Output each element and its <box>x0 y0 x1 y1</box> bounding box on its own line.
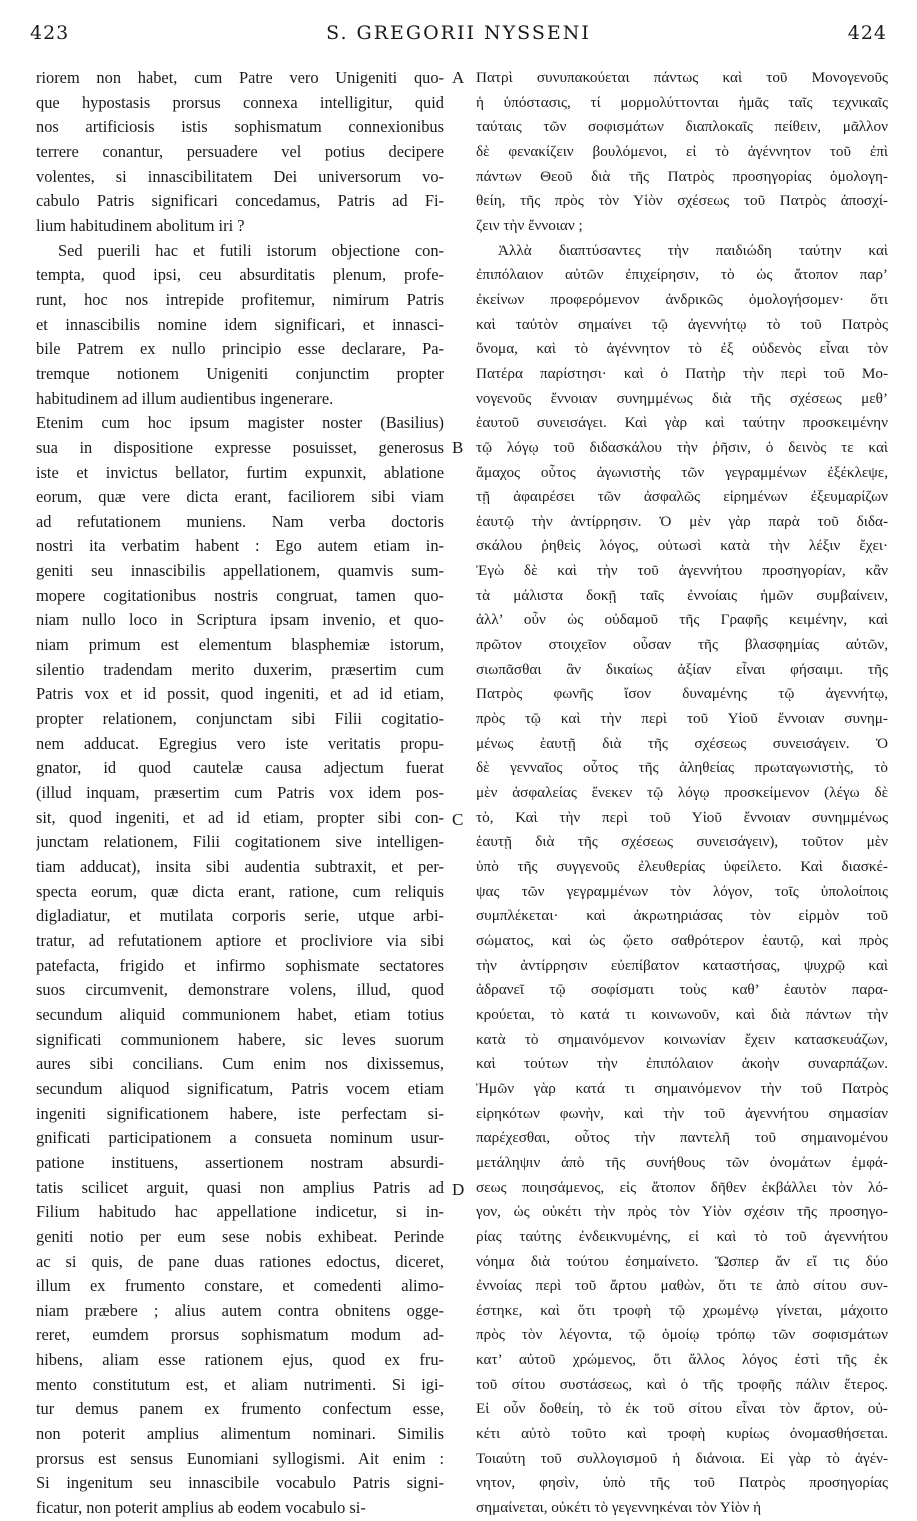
text-line: suos circumvenit, demonstrare volens, illud, quod <box>36 980 444 1000</box>
text-line: que hypostasis prorsus connexa intelligitur, quid <box>36 92 444 112</box>
text-line: secundum aliquid communionem habet, etiam totius <box>36 1004 444 1024</box>
text-line: iste et invictus bellator, furtim expunxit, ablatione <box>36 462 444 482</box>
text-line: junctam relationem, Filii cogitationem sive intelligen- <box>36 832 444 852</box>
text-line: tremque notionem Unigeniti conjunctim propter <box>36 363 444 383</box>
text-line: κατ’ αὐτοῦ χρώμενος, ὅτι ἄλλος λόγος ἐστὶ τῆς ἐκ <box>476 1351 888 1369</box>
text-line: reret, eumdem prorsus sophismatum modum ad- <box>36 1325 444 1345</box>
text-line: volentes, si innascibilitatem Dei universorum vo- <box>36 166 444 186</box>
text-line: καὶ τούτων τὴν ἐπιπόλαιον ἀκοὴν συναρπάζων. <box>476 1055 888 1073</box>
text-line: eorum, quæ vere dicta erant, faciliorem sibi viam <box>36 487 444 507</box>
text-line: Ἀλλὰ διαπτύσαντες τὴν παιδιώδη ταύτην καὶ <box>498 241 888 259</box>
text-line: τῷ λόγῳ τοῦ διδασκάλου τὴν ῥῆσιν, ὁ δεινὸς τε καὶ <box>476 438 888 456</box>
text-line: σημαίνεται, οὐκέτι τὸ γεγεννηκέναι τὸν Υἱὸν ἡ <box>476 1499 762 1517</box>
text-line: ἄμαχος οὗτος ἀγωνιστὴς τῶν γεγραμμένων ἐξέκλεψε, <box>476 463 888 481</box>
text-line: ἐκείνων προφερόμενον ἀνδρικῶς ὁμολογήσομεν· ὅτι <box>476 290 888 308</box>
text-line: δὲ γενναῖος οὗτος τῆς ἀληθείας πρωταγωνιστὴς, τὸ <box>476 759 888 777</box>
text-line: ad refutationem muniens. Nam verba doctoris <box>36 511 444 531</box>
text-line: ταύταις τῶν σοφισμάτων διαπλοκαῖς πείθειν, μᾶλλον <box>476 118 888 136</box>
text-line: lium habitudinem abolitum iri ? <box>36 215 245 235</box>
text-line: habitudinem ad illum audientibus ingenerare. <box>36 388 334 408</box>
text-line: sit, quod ingeniti, et ad id etiam, propter sibi con- <box>36 807 444 827</box>
text-line: ἀδρανεῖ τῷ σοφίσματι τοὺς καθ’ ἑαυτὸν παρα- <box>476 981 888 999</box>
text-line: ἐπιπόλαιον αὐτῶν ἐπιχείρησιν, τὸ ὡς ἄτοπον παρ’ <box>476 266 888 284</box>
text-line: hibens, aliam esse rationem ejus, quod ex fru- <box>36 1350 444 1370</box>
running-title: S. GREGORII NYSSENI <box>326 22 591 44</box>
page-number-left: 423 <box>30 22 70 44</box>
section-marker-c: C <box>452 810 464 829</box>
text-line: tur demus panem ex frumento confectum esse, <box>36 1399 444 1419</box>
text-line: κατὰ τὸ σημαινόμενον κοινωνίαν ἔχειν κατασκευάζων, <box>476 1030 888 1048</box>
text-line: έστηκε, καὶ ὅτι τροφὴ τῷ χρωμένῳ γίνεται, μάχοιτο <box>476 1301 888 1319</box>
text-line: patefacta, frigido et infirmo sophismate sectatores <box>36 955 444 975</box>
text-line: δὲ φενακίζειν βουλόμενοι, εἰ τὸ ἀγέννητον τοῦ ἐπὶ <box>476 142 888 160</box>
text-line: Πατρὸς φωνῆς ἴσον δυναμένης τῷ ἀγεννήτῳ, <box>476 685 888 703</box>
text-line: μένως ἑαυτῇ διὰ τῆς σχέσεως συνεισάγειν. Ὁ <box>476 734 888 752</box>
text-line: πρῶτον στοιχεῖον οὖσαν τῆς βλασφημίας αὐτῶν, <box>476 636 888 654</box>
text-line: ἑαυτῇ διὰ τῆς σχέσεως συνεισάγειν), τοῦτον μὲν <box>476 833 888 851</box>
text-line: νόημα διὰ τούτου ἐσημαίνετο. Ὥσπερ ἄν εἴ τις δύο <box>476 1252 888 1270</box>
text-line: mento constitutum est, et aliam nutrimenti. Si igi- <box>36 1374 444 1394</box>
text-line: Εἰ οὖν δοθείη, τὸ ἐκ τοῦ σίτου εἶναι τὸν ἄρτον, οὐ- <box>476 1400 888 1418</box>
page-number-right: 424 <box>847 22 887 44</box>
text-line: ζειν τὴν ἔννοιαν ; <box>476 216 583 234</box>
text-line: καὶ ταὐτὸν σημαίνει τῷ ἀγεννήτῳ τὸ τοῦ Πατρὸς <box>476 315 888 333</box>
text-line: Patris vox et id possit, quod ingeniti, et ad id etiam, <box>36 684 444 704</box>
text-line: tiam adducat), insita sibi audentia subtraxit, et per- <box>36 857 444 876</box>
latin-column <box>36 66 444 1521</box>
text-line: θείη, τῆς πρὸς τὸν Υἱὸν σχέσεως τοῦ Πατρὸς ἀποσχί- <box>476 192 888 210</box>
text-line: ingeniti significationem habere, iste perfectam si- <box>36 1103 444 1123</box>
text-line: Ἐγὼ δὲ καὶ τὴν τοῦ ἀγεννήτου προσηγορίαν, κἂν <box>476 562 888 580</box>
text-line: terrere conantur, persuadere vel potius decipere <box>36 141 444 161</box>
text-line: Sed puerili hac et futili istorum objectione con- <box>58 240 444 260</box>
text-line: non poterit amplius alimentum nominari. Similis <box>36 1424 444 1444</box>
text-line: illum ex frumento constare, et comedenti alimo- <box>36 1276 444 1296</box>
text-line: tratur, ad refutationem aptiore et procliviore via sibi <box>36 930 444 950</box>
text-line: niam primum est elementum blasphemiæ istorum, <box>36 635 444 655</box>
text-line: γον, ὡς οὐκέτι τὴν πρὸς τὸν Υἱὸν σχέσιν τῆς προσηγο- <box>476 1203 888 1221</box>
text-line: silentio tradendam merito duxerim, præsertim cum <box>36 659 444 679</box>
text-line: geniti seu innascibilis appellationem, quamvis sum- <box>36 561 444 581</box>
text-line: ἑαυτῷ τὴν ἀντίρρησιν. Ὁ μὲν γὰρ παρὰ τοῦ διδα- <box>476 512 888 530</box>
text-line: τὴν ἀντίρρησιν εὐεπίβατον καταστήσας, ψυχρῷ καὶ <box>476 956 888 974</box>
text-line: τὰ μάλιστα δοκῇ ταῖς ἐννοίαις ἡμῶν συμβαίνειν, <box>476 586 888 604</box>
text-line: (illud inquam, præsertim cum Patris vox idem pos- <box>36 783 444 803</box>
text-line: sua in dispositione expresse posuisset, generosus <box>36 437 444 457</box>
section-marker-d: D <box>452 1180 465 1199</box>
text-line: mopere cogitationibus nostris congruat, tamen quo- <box>36 585 444 605</box>
text-line: significati communionem habere, sic leves suorum <box>36 1029 444 1049</box>
text-line: τοῦ σίτου συστάσεως, καὶ ὁ τῆς τροφῆς πάλιν ἕτερος. <box>476 1375 888 1393</box>
text-line: νητον, φησὶν, ὑπὸ τῆς τοῦ Πατρὸς προσηγορίας <box>476 1474 888 1492</box>
text-line: et innascibilis nomine idem significari, et innasci- <box>36 314 444 334</box>
text-line: gnificati participationem a consueta nominum usur- <box>36 1128 444 1148</box>
text-line: nostri ita verbatim habent : Ego autem etiam in- <box>36 536 444 556</box>
text-line: ρίας ταύτης ἐνδεικνυμένης, εἰ καὶ τὸ τοῦ ἀγεννήτου <box>476 1227 888 1245</box>
text-line: πάντων Θεοῦ διὰ τῆς Πατρὸς προσηγορίας ὁμολογη- <box>476 167 888 185</box>
text-line: πρὸς τὸν λέγοντα, τῷ ὁμοίῳ τρόπῳ τῶν σοφισμάτων <box>476 1326 888 1344</box>
text-line: cabulo Patris significari concedamus, Patris ad Fi- <box>36 191 444 211</box>
text-line: συμπλέκεται· καὶ ἀκρωτηριάσας τὸν εἱρμὸν τοῦ <box>476 907 888 925</box>
text-line: ψας τῶν γεγραμμένων τὸν λόγον, τοῖς ὑπολοίποις <box>476 882 888 900</box>
text-line: μετάληψιν ἀπὸ τῆς συνήθους τῶν ὀνομάτων ἐμφά- <box>476 1153 888 1171</box>
text-line: ἀλλ’ οὖν ὡς οὐδαμοῦ τῆς Γραφῆς κειμένην, καὶ <box>476 611 888 629</box>
text-line: tatis scilicet arguit, quasi non amplius Patris ad <box>36 1177 444 1197</box>
text-line: ἡ ὑπόστασις, τί μορμολύττονται ἡμᾶς ταῖς τεχνικαῖς <box>476 93 888 111</box>
text-line: gnator, id quod cautelæ causa adjectum fuerat <box>36 758 444 778</box>
text-line: Etenim cum hoc ipsum magister noster (Basilius) <box>36 413 444 433</box>
text-line: σεως ποιησάμενος, εἰς ἄτοπον δῆθεν ἐκβάλλει τὸν λό- <box>476 1178 888 1196</box>
page-header <box>30 14 887 54</box>
text-line: niam nullo loco in Scriptura ipsam invenio, et quo- <box>36 610 444 630</box>
text-line: aures sibi concilians. Cum enim nos dixissemus, <box>36 1054 444 1074</box>
text-line: ὄνομα, καὶ τὸ ἀγέννητον τὸ ἐξ οὐδενὸς εἶναι τὸν <box>476 340 888 358</box>
text-line: εἰρηκότων φωνὴν, καὶ τὴν τοῦ ἀγεννήτου σημασίαν <box>476 1104 888 1122</box>
text-line: μὲν ἀσφαλείας ἕνεκεν τῷ λόγῳ προσκείμενον (λέγω δὲ <box>476 784 888 802</box>
text-line: σκάλου ῥηθεὶς λόγος, οὑτωσὶ κατὰ τὴν λέξιν ἔχει· <box>476 537 888 555</box>
text-line: νογενοῦς ἔννοιαν συνημμένως διὰ τῆς σχέσεως μεθ’ <box>476 389 888 407</box>
text-line: Ἡμῶν γὰρ κατά τι σημαινόμενον τὴν τοῦ Πατρὸς <box>476 1079 888 1097</box>
text-line: propter relationem, conjunctam sibi Filii cogitatio- <box>36 709 444 729</box>
text-line: ficatur, non poterit amplius ab eodem vocabulo si- <box>36 1498 366 1518</box>
text-line: digladiatur, et mutilata corporis serie, utque arbi- <box>36 906 444 926</box>
text-line: σιωπᾶσθαι ἂν δικαίως ἀξίαν εἶναι φήσαιμι. τῆς <box>476 660 888 678</box>
text-line: σώματος, καὶ ὡς ᾤετο σαθρότερον ἑαυτῷ, καὶ πρὸς <box>476 931 888 949</box>
text-line: πρὸς τῷ καὶ τὴν περὶ τοῦ Υἱοῦ ἔννοιαν συνημ- <box>476 710 888 728</box>
text-line: specta eorum, quæ dicta erant, ratione, cum reliquis <box>36 881 444 901</box>
text-line: τῇ ἀφαιρέσει τῶν ἀσφαλῶς εἰρημένων ἐξευμαρίζων <box>476 488 888 506</box>
text-line: secundum aliquod significatum, Patris vocem etiam <box>36 1078 444 1098</box>
text-line: runt, hoc nos intrepide profitemur, nimirum Patris <box>36 289 444 309</box>
text-line: niam præbere ; alius autem contra obnitens ogge- <box>36 1300 444 1320</box>
text-line: nem adducat. Egregius vero iste veritatis propu- <box>36 733 444 753</box>
text-line: ὑπὸ τῆς συγγενοῦς ἐλευθερίας ὑφείλετο. Καὶ διασκέ- <box>476 858 888 875</box>
text-line: Πατέρα παρίστησι· καὶ ὁ Πατὴρ τὴν περὶ τοῦ Μο- <box>476 364 888 382</box>
text-line: prorsus est sensus Eunomiani syllogismi. Ait enim : <box>36 1448 444 1468</box>
text-line: patione instituens, assertionem nostram absurdi- <box>36 1152 444 1172</box>
text-line: κρούεται, τὸ κατά τι κοινωνοῦν, καὶ διὰ πάντων τὴν <box>476 1005 888 1023</box>
greek-column <box>476 66 888 1521</box>
text-line: nos artificiosis istis sophismatum connexionibus <box>36 117 444 137</box>
text-line: παρέχεσθαι, οὗτος τὴν παντελῆ τοῦ σημαινομένου <box>476 1129 888 1147</box>
text-line: riorem non habet, cum Patre vero Unigeniti quo- <box>36 68 444 87</box>
text-line: bile Patrem ex nullo principio esse declarare, Pa- <box>36 339 444 359</box>
section-marker-a: A <box>452 68 465 87</box>
text-line: Πατρὶ συνυπακούεται πάντως καὶ τοῦ Μονογενοῦς <box>476 69 888 86</box>
section-marker-b: B <box>452 438 464 457</box>
text-line: geniti notio per eum sese nobis exhibeat. Perinde <box>36 1226 444 1246</box>
text-line: κέτι αὐτὸ τοῦτο καὶ τροφὴ κυρίως ὀνομασθήσεται. <box>476 1425 888 1443</box>
text-line: ac si quis, de pane duas rationes edoctus, diceret, <box>36 1251 444 1271</box>
text-line: Τοιαύτη τοῦ συλλογισμοῦ ἡ διάνοια. Εἰ γὰρ τὸ ἀγέν- <box>476 1449 888 1467</box>
text-line: Filium habitudo hac appellatione indicetur, si in- <box>36 1202 444 1222</box>
text-line: ἑαυτοῦ συνεισάγει. Καὶ γὰρ καὶ ταύτην προσκειμένην <box>476 414 888 432</box>
text-line: tempta, quod ipsi, ceu absurditatis plenum, profe- <box>36 265 444 285</box>
text-line: ἐννοίας περὶ τοῦ ἄρτου μαθὼν, ὅτι τε ἀπὸ σίτου συν- <box>476 1277 888 1295</box>
text-line: τὸ, Καὶ τὴν περὶ τοῦ Υἱοῦ ἔννοιαν συνημμένως <box>476 808 888 826</box>
text-line: Si ingenitum seu innascibile vocabulo Patris signi- <box>36 1473 444 1493</box>
